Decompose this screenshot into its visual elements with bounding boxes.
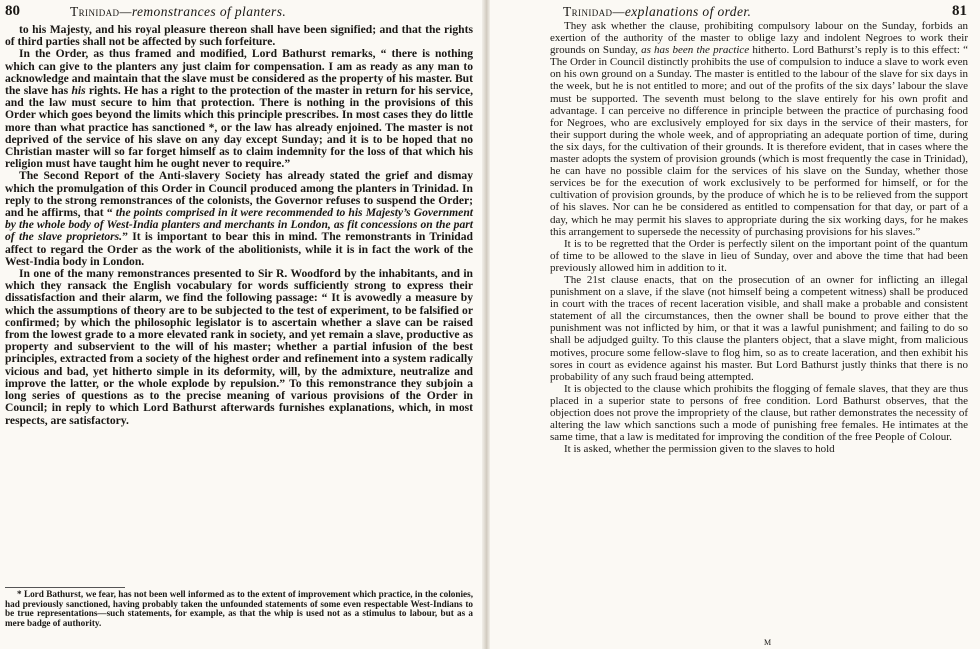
- text-run: hitherto. Lord Bathurst’s reply is to this effect: “ The Order in Council distinctly prohibits the use of compulsion to induce a slave to work even on his own ground on a Sunday. The master is entitled to the labour of the slave for six days in the week, but he is not entitled to more; and out of the profits of the six days’ labour the slave must be supported. The seventh must belong to the slave entirely for his own profit and advantage. I can perceive no difference in principle between the practice of purchasing food for Negroes, who are exclusively employed for six days in the service of their masters, for their support during the whole week, and of appropriating an adequate portion of time, during the six days, for the cultivation of their grounds. It is therefore evident, that in cases where the master adopts the system of provision grounds (which is most frequently the case in Trinidad), he can have no possible claim for the services of his slave on the Sunday, whether those services be for the execution of work exclusively to be performed for himself, or for the cultivation of provision grounds, by the produce of which he is to be relieved from the support of his slaves. Nor can he be considered as entitled to compensation for that day, or part of a day, which he may permit his slaves to appropriate during the six working days, for he makes this arrangement to supersede the necessity of purchasing provisions for his slaves.”: [550, 44, 968, 238]
- right-running-head-subtitle: —explanations of order.: [612, 4, 752, 19]
- signature-mark: M: [764, 638, 773, 647]
- text-run: It is to be regretted that the Order is perfectly silent on the important point of the quantum of time to be allowed to the slave in lieu of Sunday, over and above the time that had been previously allowed him in addition to it.: [550, 237, 968, 274]
- right-running-head-title: Trinidad: [563, 4, 613, 19]
- left-running-head-subtitle: —remonstrances of planters.: [119, 4, 287, 19]
- text-run: rights. He has a right to the protection of the master in return for his service, and the law must secure to him that protection. There is nothing in the provisions of this Order which goes beyond the limits which this principle prescribes. In most cases they do little more than what practice has sanctioned *, or the law has already enjoined. The master is not deprived of the service of his slave on any day except Sunday; and it is to be hoped that no Christian master will so far forget himself as to claim indemnity for the loss of that which his religion must have taught him he ought never to require.”: [5, 84, 473, 171]
- text-run: In one of the many remonstrances presented to Sir R. Woodford by the inhabitants, and in which they ransack the English vocabulary for words sufficiently strong to express their dissatisfaction and their alarm, we find the following passage: “ It is avowedly a measure by which the assumptions of theory are to be subjected to the test of experiment, to be falsified or confirmed; by which the philosophic legislator is to ascertain whether a slave can be raised from the lowest grade to a more elevated rank in society, and yet remain a slave, productive as property and subservient to the will of his master; whether a partial infusion of the best principles, extracted from a society of the highest order and refinement into a system radically vicious and bad, yet hitherto simple in its deformity, will, by the admixture, neutralize and improve the latter, or the whole explode by repulsion.” To this remonstrance they subjoin a long series of questions as to the precise meaning of various provisions of the Order in Council; in reply to which Lord Bathurst afterwards furnishes explanations, which, in most respects, are satisfactory.: [5, 267, 473, 427]
- left-page-header: [5, 3, 475, 21]
- paragraph: [550, 274, 968, 383]
- right-running-head: [563, 4, 751, 20]
- book-gutter: [482, 0, 490, 649]
- left-page: [0, 0, 482, 649]
- left-body-text: [5, 24, 473, 427]
- italic-text: the points comprised in it were recommended to his Majesty’s Government by the whole body of West-India planters and merchants in London, as fit concessions on the part of the slave proprietors.: [5, 206, 473, 244]
- left-page-number: 80: [5, 3, 20, 19]
- right-page-header: [563, 3, 967, 21]
- text-run: In the Order, as thus framed and modified, Lord Bathurst remarks, “ there is nothing which can give to the planters any just claim for compensation. I am as ready as any man to acknowledge and maintain that the slave must be considered as the property of his master. But the slave has: [5, 47, 473, 98]
- paragraph: [5, 24, 473, 48]
- paragraph: [5, 268, 473, 427]
- paragraph: [550, 443, 968, 455]
- paragraph: [5, 48, 473, 170]
- paragraph: [5, 170, 473, 268]
- footnote-rule: [5, 587, 125, 588]
- paragraph: [550, 238, 968, 274]
- left-running-head: [70, 4, 286, 20]
- text-run: to his Majesty, and his royal pleasure thereon shall have been signified; and that the rights of third parties shall not be affected by such forfeiture.: [5, 23, 473, 49]
- paragraph: [550, 383, 968, 443]
- right-page-number: 81: [952, 3, 967, 19]
- footnote: [5, 590, 473, 628]
- left-running-head-title: Trinidad: [70, 4, 120, 19]
- italic-text: as has been the practice: [641, 44, 750, 57]
- paragraph: [550, 20, 968, 238]
- right-page: [490, 0, 980, 649]
- text-run: The Second Report of the Anti-slavery Society has already stated the grief and dismay which the promulgation of this Order in Council produced among the planters in Trinidad. In reply to the strong remonstrances of the colonists, the Governor refuses to suspend the Order; and he affirms, that “: [5, 169, 473, 220]
- footnote-text: * Lord Bathurst, we fear, has not been well informed as to the extent of improvement which practice, in the colonies, had previously sanctioned, having probably taken the unfounded statements of some even respectable West-Indians to be true representations—such statements, for example, as that the whip is used not as a stimulus to labour, but as a mere badge of authority.: [5, 589, 473, 628]
- text-run: It is asked, whether the permission given to the slaves to hold: [564, 443, 835, 456]
- text-run: The 21st clause enacts, that on the prosecution of an owner for inflicting an illegal punishment on a slave, if the slave (not himself being a competent witness) shall be produced in court with the traces of recent laceration visible, and shall make a probable and consistent statement of all the circumstances, then the owner shall be bound to prove either that the punishment was not inflicted by him, or that it was a lawful punishment; and failing to do so shall be adjudged guilty. To this clause the planters object, that a slave might, from malicious motives, procure some fellow-slave to flog him, so as to create laceration, and then exhibit his sores in court as evidence against his master. But Lord Bathurst justly thinks that there is no probability of any such fraud being attempted.: [550, 273, 968, 383]
- text-run: It is objected to the clause which prohibits the flogging of female slaves, that they are thus placed in a superior state to persons of free condition. Lord Bathurst observes, that the objection does not prove the impropriety of the clause, but rather demonstrates the necessity of altering the law which sanctions such a mode of punishing free females. He intimates at the same time, that a law is meditated for improving the condition of the free People of Colour.: [550, 382, 968, 444]
- right-body-text: [550, 20, 968, 455]
- italic-text: his: [71, 84, 86, 98]
- text-run: They ask whether the clause, prohibiting compulsory labour on the Sunday, forbids an exertion of the authority of the master to oblige lazy and indolent Negroes to work their grounds on Sunday,: [550, 20, 968, 57]
- text-run: ” It is important to bear this in mind. The remonstrants in Trinidad affect to regard the Order as the work of the abolitionists, while it is in fact the work of the West-India body in London.: [5, 230, 473, 268]
